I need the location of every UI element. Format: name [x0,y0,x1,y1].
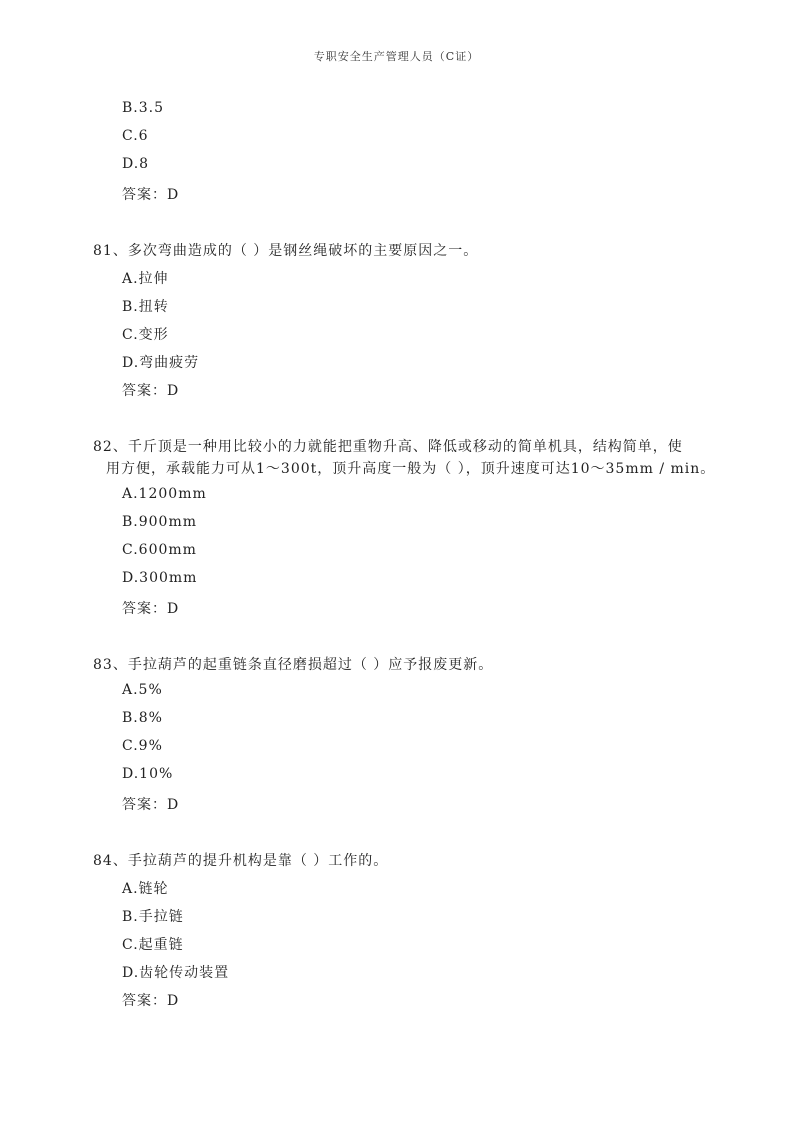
option-line: C.变形 [122,327,169,343]
question-text: 81、多次弯曲造成的（ ）是钢丝绳破坏的主要原因之一。 [93,243,479,259]
option-line: D.300mm [122,570,198,586]
option-line: A.1200mm [122,486,207,502]
option-line: D.弯曲疲劳 [122,355,200,371]
option-line: A.链轮 [122,881,169,897]
question-text: 84、手拉葫芦的提升机构是靠（ ）工作的。 [93,853,389,869]
option-line: C.6 [122,128,149,144]
option-line: D.齿轮传动装置 [122,965,230,981]
question-text: 82、千斤顶是一种用比较小的力就能把重物升高、降低或移动的简单机具，结构简单，使 [93,439,683,455]
answer-line: 答案：D [122,993,180,1009]
option-line: B.手拉链 [122,909,184,925]
question-text-continued: 用方便，承载能力可从1～300t，顶升高度一般为（ ），顶升速度可达10～35mm / min。 [106,461,716,477]
option-line: C.起重链 [122,937,184,953]
option-line: B.8% [122,710,163,726]
option-line: A.5% [122,682,163,698]
option-line: A.拉伸 [122,271,169,287]
option-line: D.10% [122,766,174,782]
answer-line: 答案：D [122,797,180,813]
answer-line: 答案：D [122,187,180,203]
option-line: B.3.5 [122,100,165,116]
question-text: 83、手拉葫芦的起重链条直径磨损超过（ ）应予报废更新。 [93,657,494,673]
answer-line: 答案：D [122,601,180,617]
answer-line: 答案：D [122,383,180,399]
option-line: B.扭转 [122,299,169,315]
option-line: C.600mm [122,542,197,558]
page-header: 专职安全生产管理人员（C证） [313,50,480,63]
option-line: C.9% [122,738,163,754]
option-line: D.8 [122,156,150,172]
option-line: B.900mm [122,514,198,530]
